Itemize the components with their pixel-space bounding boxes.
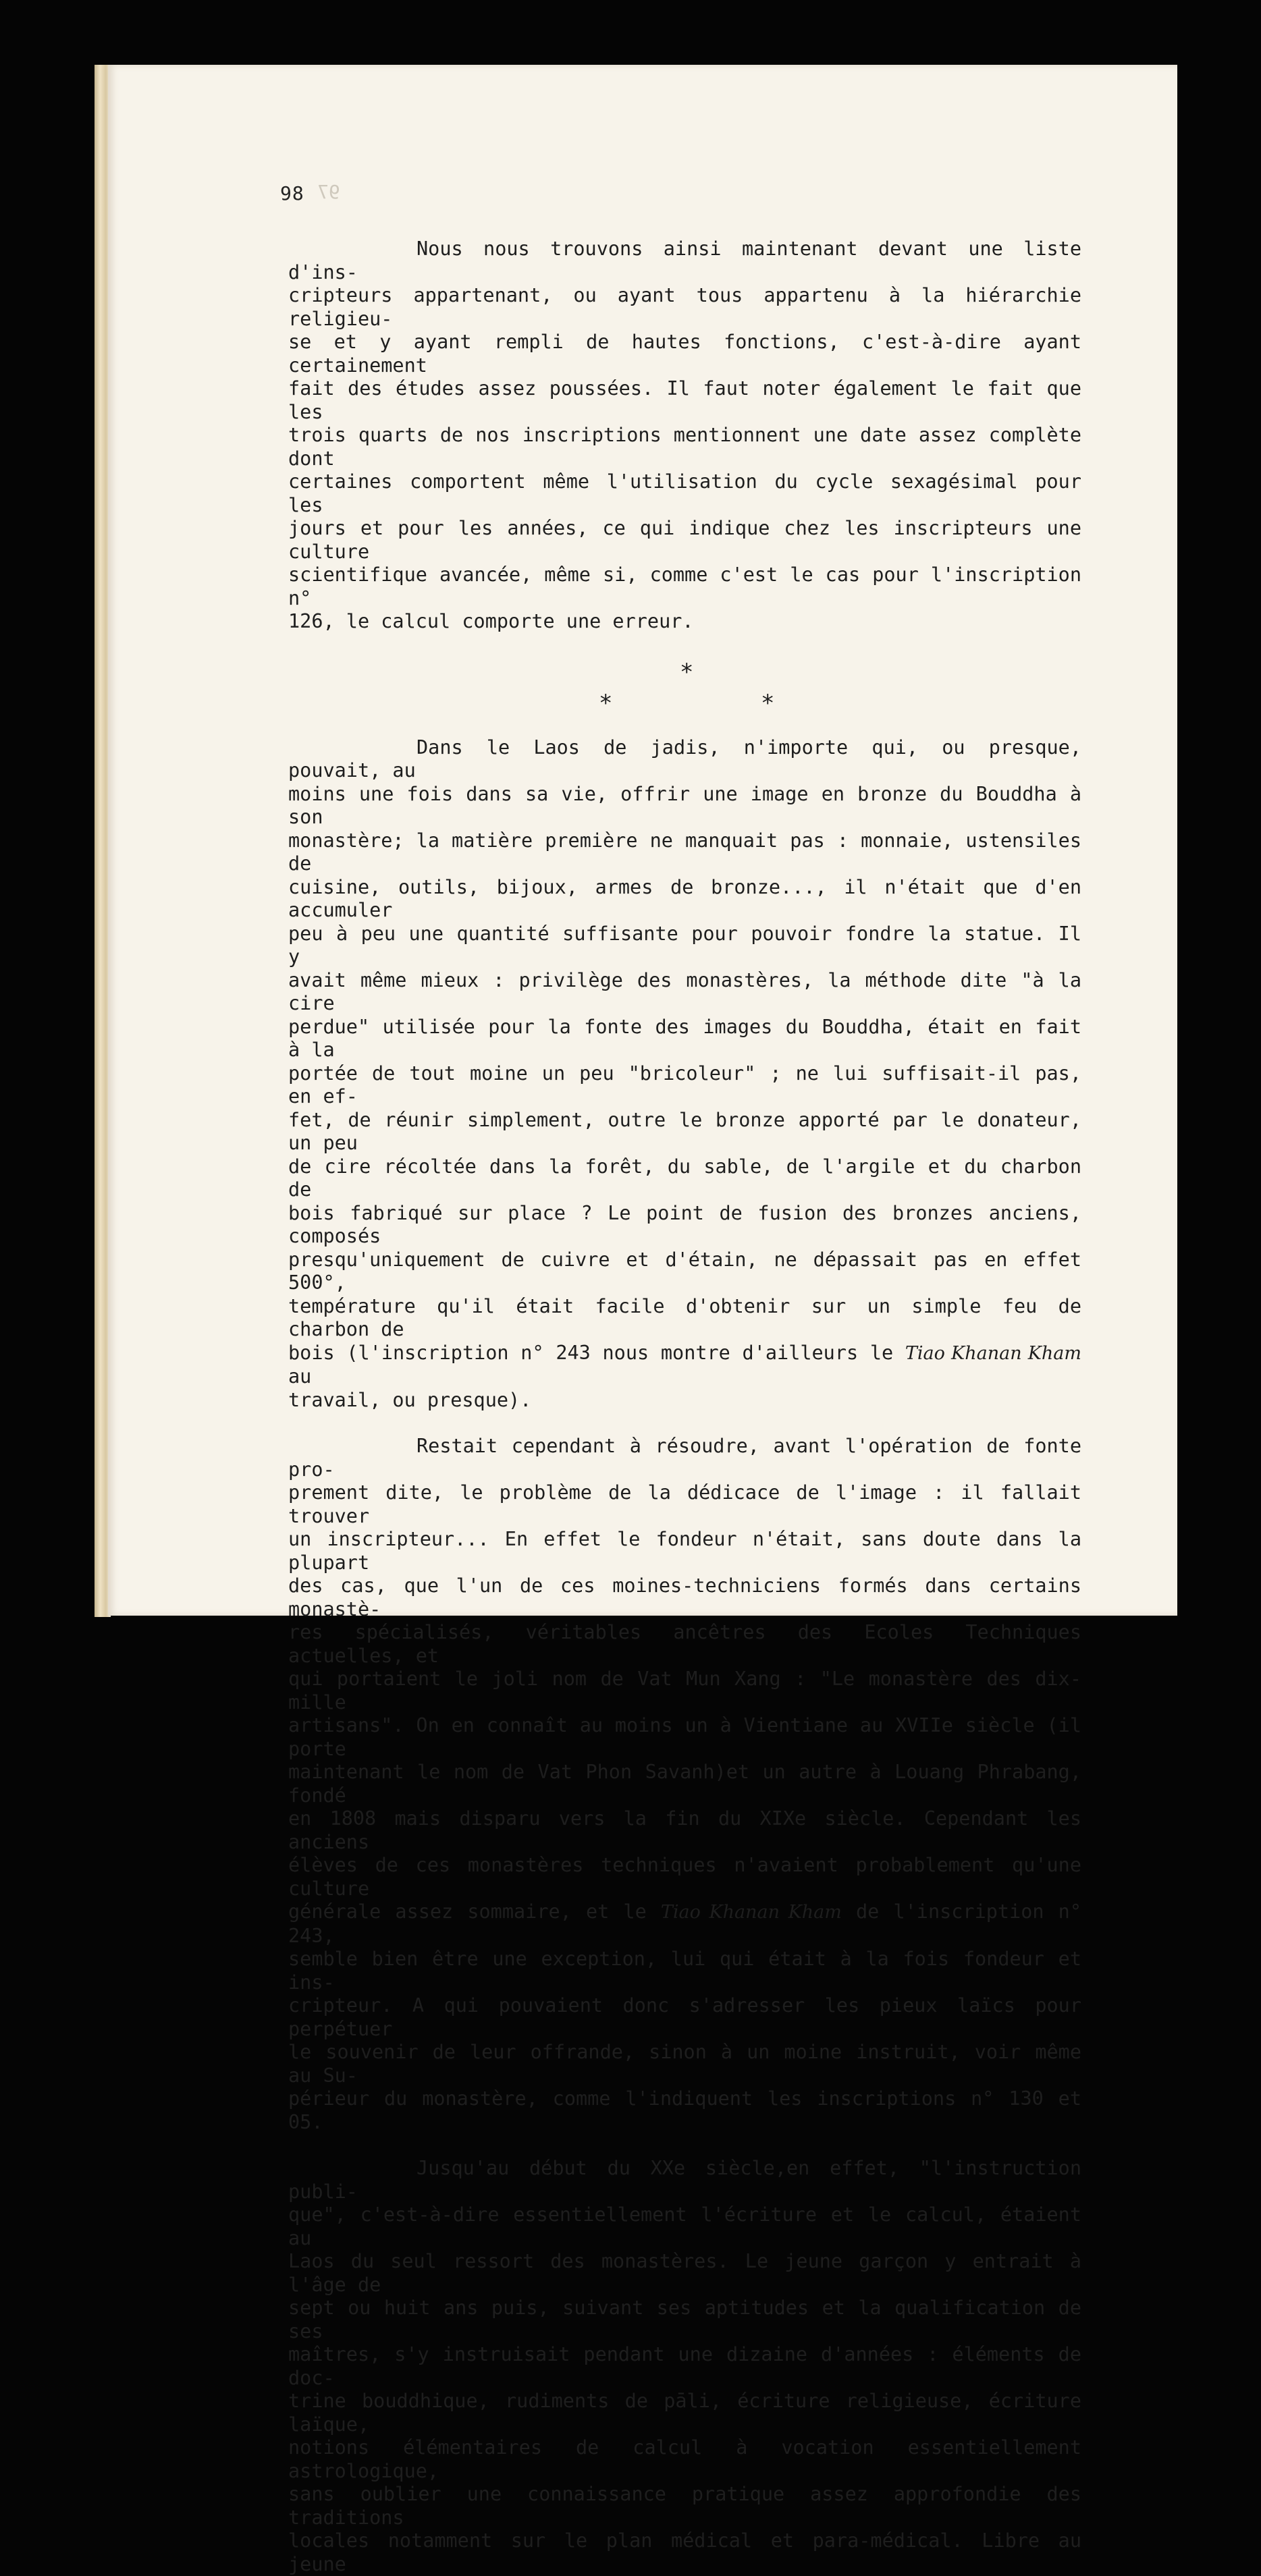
asterisk-top: * <box>680 658 694 686</box>
body-text <box>288 238 1081 2576</box>
paragraph-3-italic-name: Tiao Khanan Kham <box>660 1902 842 1923</box>
paragraph-2-italic-name: Tiao Khanan Kham <box>905 1342 1081 1364</box>
paragraph-2-text-b: au travail, ou presque). <box>288 1365 532 1411</box>
paragraph-3-text-a: Restait cependant à résoudre, avant l'opération de fonte pro- prement dite, le problème de la dédicace de l'image : il fallait trouver un inscripteur... En effet le fondeur n'était, sans doute dans la plupart des cas, que l'un de ces moines-techniciens formés dans certains monastè- res spécialisés, véritables ancêtres des Ecoles Techniques actuelles, et qui portaient le joli nom de Vat Mun Xang : "Le monastère des dix-mille artisans". On en connaît au moins un à Vientiane au XVIIe siècle (il porte maintenant le nom de Vat Phon Savanh)et un autre à Louang Phrabang, fondé en 1808 mais disparu vers la fin du XIXe siècle. Cependant les anciens élèves de ces monastères techniques n'avaient probablement qu'une culture générale assez sommaire, et le <box>288 1435 1081 1923</box>
paragraph-4: Jusqu'au début du XXe siècle,en effet, "l'instruction publi- que", c'est-à-dire essentiellement l'écriture et le calcul, étaient au Laos du seul ressort des monastères. Le jeune garçon y entrait à l'âge de sept ou huit ans puis, suivant ses aptitudes et la qualification de ses maîtres, s'y instruisait pendant une dizaine d'années : éléments de doc- trine bouddhique, rudiments de pāli, écriture religieuse, écriture laïque, notions élémentaires de calcul à vocation essentiellement astrologique, sans oublier une connaissance pratique assez approfondie des traditions locales notamment sur le plan médical et para-médical. Libre au jeune <box>288 2157 1081 2575</box>
paragraph-2 <box>288 736 1081 1413</box>
paragraph-1: Nous nous trouvons ainsi maintenant devant une liste d'ins- cripteurs appartenant, ou ayant tous appartenu à la hiérarchie religieu- se et y ayant rempli de hautes fonctions, c'est-à-dire ayant certainement fait des études assez poussées. Il faut noter également le fait que les trois quarts de nos inscriptions mentionnent une date assez complète dont certaines comportent même l'utilisation du cycle sexagésimal pour les jours et pour les années, ce qui indique chez les inscripteurs une culture scientifique avancée, même si, comme c'est le cas pour l'inscription n° 126, le calcul comporte une erreur. <box>288 238 1081 632</box>
section-separator <box>288 657 1081 736</box>
paragraph-2-text-a: Dans le Laos de jadis, n'importe qui, ou presque, pouvait, au moins une fois dans sa vie, offrir une image en bronze du Bouddha à son monastère; la matière première ne manquait pas : monnaie, ustensiles de cuisine, outils, bijoux, armes de bronze..., il n'était que d'en accumuler peu à peu une quantité suffisante pour pouvoir fondre la statue. Il y avait même mieux : privilège des monastères, la méthode dite "à la cire perdue" utilisée pour la fonte des images du Bouddha, était en fait à la portée de tout moine un peu "bricoleur" ; ne lui suffisait-il pas, en ef- fet, de réunir simplement, outre le bronze apporté par le donateur, un peu de cire récoltée dans la forêt, du sable, de l'argile et du charbon de bois fabriqué sur place ? Le point de fusion des bronzes anciens, composés presqu'uniquement de cuivre et d'étain, ne dépassait pas en effet 500°, température qu'il était facile d'obtenir sur un simple feu de charbon de bois (l'inscription n° 243 nous montre d'ailleurs le <box>288 736 1081 1364</box>
paragraph-3 <box>288 1435 1081 2134</box>
asterisk-right: * <box>761 689 775 717</box>
page-number: 98 <box>280 182 304 204</box>
asterisk-left: * <box>599 689 613 717</box>
paragraph-3-text-b: de l'inscription n° 243, semble bien être une exception, lui qui était à la fois fondeur et ins- cripteur. A qui pouvaient donc s'adresser les pieux laïcs pour perpétuer le souvenir de leur offrande, sinon à un moine instruit, voir même au Su- périeur du monastère, comme l'indiquent les inscriptions n° 130 et 05. <box>288 1900 1081 2133</box>
bleed-through-page-number: 97 <box>317 181 340 203</box>
